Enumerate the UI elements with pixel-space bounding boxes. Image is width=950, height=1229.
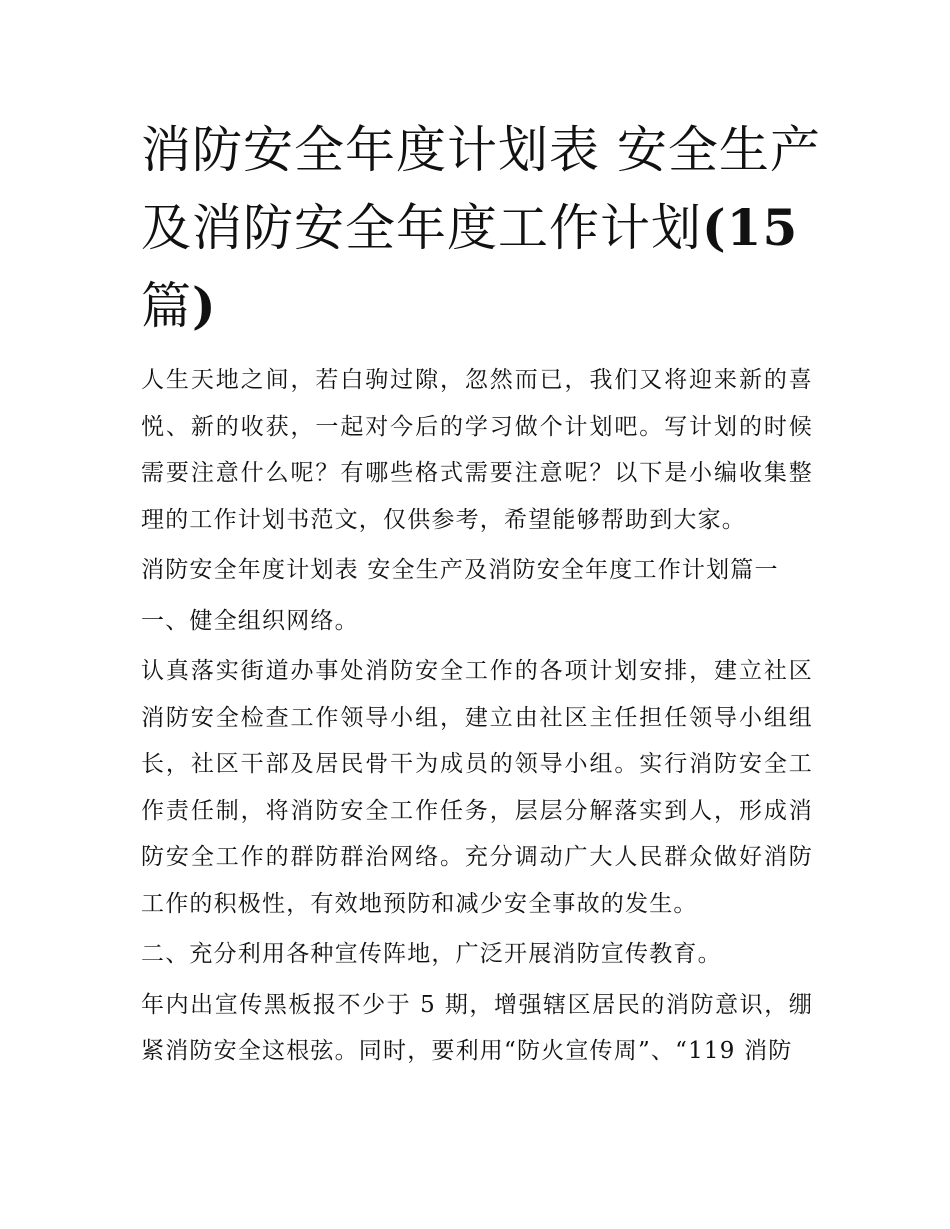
title-line-1: 消防安全年度计划表 安全生产 — [141, 121, 821, 179]
title-line-2: 及消防安全年度工作计划 — [141, 199, 702, 257]
item-paragraph-1: 认真落实街道办事处消防安全工作的各项计划安排，建立社区消防安全检查工作领导小组，建立由社区主任担任领导小组组长，社区干部及居民骨干为成员的领导小组。实行消防安全工作责任制，将消防安全工作任务，层层分解落实到人，形成消防安全工作的群防群治网络。充分调动广大人民群众做好消防工作的积极性，有效地预防和减少安全事故的发生。 — [141, 658, 813, 917]
title-line-3: 篇 — [141, 277, 192, 335]
intro-paragraph: 人生天地之间，若白驹过隙，忽然而已，我们又将迎来新的喜悦、新的收获，一起对今后的学习做个计划吧。写计划的时候需要注意什么呢？有哪些格式需要注意呢？以下是小编收集整理的工作计划书范文，仅供参考，希望能够帮助到大家。 — [141, 367, 813, 533]
section-heading: 消防安全年度计划表 安全生产及消防安全年度工作计划篇一 — [141, 557, 779, 583]
document-body — [141, 357, 813, 1079]
item-heading-1: 一、健全组织网络。 — [141, 607, 359, 634]
title-line-2-number: (15 — [702, 198, 799, 257]
document-title — [141, 112, 821, 345]
title-line-3-paren: ) — [192, 276, 217, 335]
item-paragraph-2: 年内出宣传黑板报不少于 5 期，增强辖区居民的消防意识，绷紧消防安全这根弦。同时，要利用“防火宣传周”、“119 消防 — [141, 991, 813, 1064]
item-heading-2: 二、充分利用各种宣传阵地，广泛开展消防宣传教育。 — [141, 941, 722, 967]
